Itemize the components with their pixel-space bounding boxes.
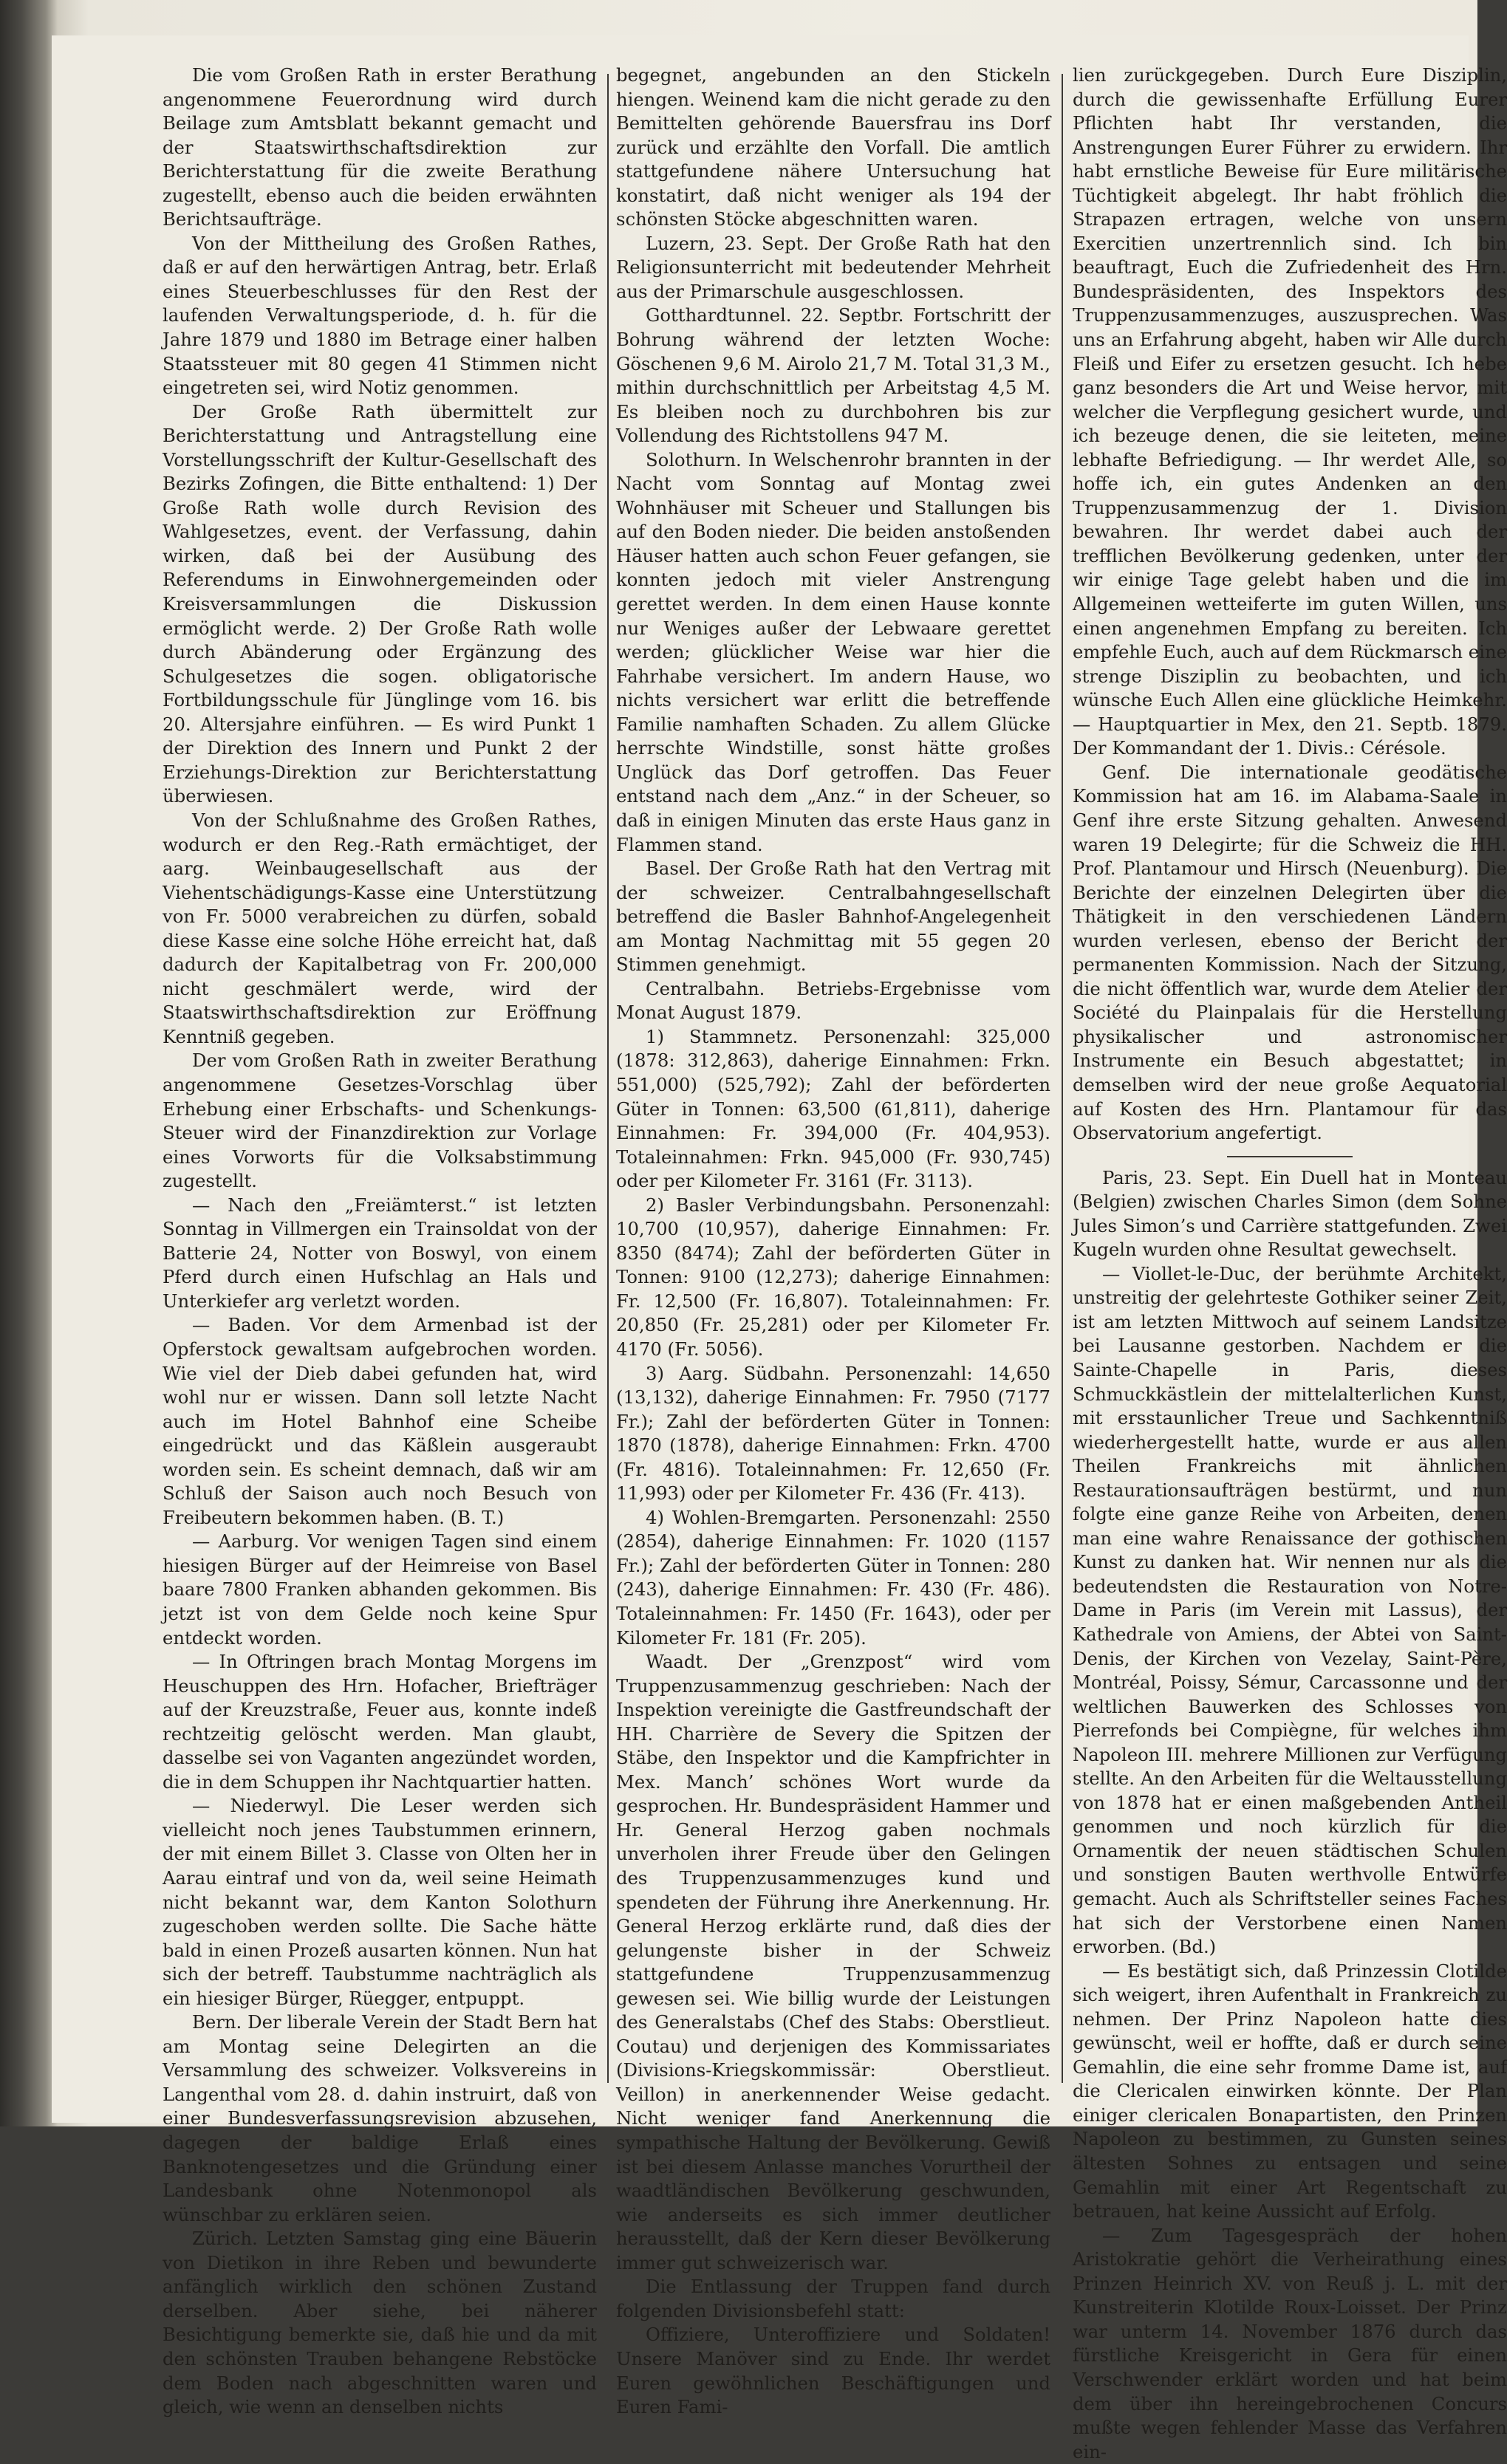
article-paragraph: — Zum Tagesgespräch der hohen Aristokratie gehört die Verheirathung eines Prinzen Heinrich XV. von Reuß j. L. mit der Kunstreiterin Klotilde Roux-Loisset. Der Prinz war unterm 14. November 1876 durch das fürstliche Kreisgericht in Gera für einen Verschwender erklärt worden und hat beim dem über ihn hereingebrochenen Concurs mußte wegen fehlender Masse das Verfahren ein- [1073,2224,1507,2463]
article-paragraph: Gotthardtunnel. 22. Septbr. Fortschritt der Bohrung während der letzten Woche: Göschenen 9,6 M. Airolo 21,7 M. Total 31,3 M., mithin durchschnittlich per Arbeitstag 4,5 M. Es bleiben noch zu durchbohren bis zur Vollendung des Richtstollens 947 M. [616,304,1050,447]
article-paragraph: Paris, 23. Sept. Ein Duell hat in Monteau (Belgien) zwischen Charles Simon (dem Sohne Jules Simon’s und Carrière stattgefunden. Zwei Kugeln wurden ohne Resultat gewechselt. [1073,1166,1507,1261]
article-paragraph: Von der Schlußnahme des Großen Rathes, wodurch er den Reg.-Rath ermächtiget, der aarg. Weinbaugesellschaft aus der Viehentschädigungs-Kasse eine Unterstützung von Fr. 5000 verabreichen zu dürfen, sobald diese Kasse eine solche Höhe erreicht hat, daß dadurch der Kapitalbetrag von Fr. 200,000 nicht geschmälert werde, wird der Staatswirthschaftsdirektion zur Eröffnung Kenntniß gegeben. [163,809,597,1047]
article-paragraph: Offiziere, Unteroffiziere und Soldaten! Unsere Manöver sind zu Ende. Ihr werdet Euren gewöhnlichen Beschäftigungen und Euren Fami- [616,2324,1050,2418]
article-paragraph: 4) Wohlen-Bremgarten. Personenzahl: 2550 (2854), daherige Einnahmen: Fr. 1020 (1157 Fr.); Zahl der beförderten Güter in Tonnen: 280 (243), daherige Einnahmen: Fr. 430 (Fr. 486). Totaleinnahmen: Fr. 1450 (Fr. 1643), oder per Kilometer Fr. 181 (Fr. 205). [616,1506,1050,1649]
article-paragraph: Die Entlassung der Truppen fand durch folgenden Divisionsbefehl statt: [616,2276,1050,2321]
article-paragraph: — Aarburg. Vor wenigen Tagen sind einem hiesigen Bürger auf der Heimreise von Basel baare 7800 Franken abhanden gekommen. Bis jetzt ist von dem Gelde noch keine Spur entdeckt worden. [163,1530,597,1649]
column-rule [1062,74,1063,2083]
article-paragraph: Solothurn. In Welschenrohr brannten in der Nacht vom Sonntag auf Montag zwei Wohnhäuser mit Scheuer und Stallungen bis auf den Boden nieder. Die beiden anstoßenden Häuser hatten auch schon Feuer gefangen, sie konnten jedoch mit vieler Anstrengung gerettet werden. In dem einen Hause konnte nur Weniges außer der Lebwaare gerettet werden; glücklicher Weise war hier die Fahrhabe versichert. Im andern Hause, wo nichts versichert war erlitt die betreffende Familie namhaften Schaden. Zu allem Glücke herrschte Windstille, sonst hätte großes Unglück das Dorf getroffen. Das Feuer entstand nach dem „Anz.“ in der Scheuer, so daß in einigen Minuten das erste Haus ganz in Flammen stand. [616,448,1050,855]
article-paragraph: Centralbahn. Betriebs-Ergebnisse vom Monat August 1879. [616,977,1050,1024]
column-rule [607,74,609,2083]
article-paragraph: Von der Mittheilung des Großen Rathes, daß er auf den herwärtigen Antrag, betr. Erlaß eines Steuerbeschlusses für den Rest der laufenden Verwaltungsperiode, d. h. für die Jahre 1879 und 1880 im Betrage einer halben Staatssteuer mit 80 gegen 41 Stimmen nicht eingetreten sei, wird Notiz genommen. [163,232,597,399]
article-paragraph: Die vom Großen Rath in erster Berathung angenommene Feuerordnung wird durch Beilage zum Amtsblatt bekannt gemacht und der Staatswirthschaftsdirektion zur Berichterstattung für die zweite Berathung zugestellt, ebenso auch die beiden erwähnten Berichtsaufträge. [163,64,597,230]
article-paragraph: Der Große Rath übermittelt zur Berichterstattung und Antragstellung eine Vorstellungsschrift der Kultur-Gesellschaft des Bezirks Zofingen, die Bitte enthaltend: 1) Der Große Rath wolle durch Revision des Wahlgesetzes, event. der Verfassung, dahin wirken, daß bei der Ausübung des Referendums in Einwohnergemeinden oder Kreisversammlungen die Diskussion ermöglicht werde. 2) Der Große Rath wolle durch Abänderung oder Ergänzung des Schulgesetzes die sogen. obligatorische Fortbildungsschule für Jünglinge vom 16. bis 20. Altersjahre einführen. — Es wird Punkt 1 der Direktion des Innern und Punkt 2 der Erziehungs-Direktion zur Berichterstattung überwiesen. [163,400,597,807]
article-paragraph: Basel. Der Große Rath hat den Vertrag mit der schweizer. Centralbahngesellschaft betreffend die Basler Bahnhof-Angelegenheit am Montag Nachmittag mit 55 gegen 20 Stimmen genehmigt. [616,858,1050,976]
article-paragraph: 1) Stammnetz. Personenzahl: 325,000 (1878: 312,863), daherige Einnahmen: Frkn. 551,000) (525,792); Zahl der beförderten Güter in Tonnen: 63,500 (61,811), daherige Einnahmen: Fr. 394,000 (Fr. 404,953). Totaleinnahmen: Frkn. 945,000 (Fr. 930,745) oder per Kilometer Fr. 3161 (Fr. 3113). [616,1025,1050,1192]
article-paragraph: — In Oftringen brach Montag Morgens im Heuschuppen des Hrn. Hofacher, Briefträger auf der Kreuzstraße, Feuer aus, konnte indeß rechtzeitig gelöscht werden. Man glaubt, dasselbe sei von Vaganten angezündet worden, die in dem Schuppen ihr Nachtquartier hatten. [163,1651,597,1793]
newspaper-page [52,35,1507,2463]
column-2 [616,64,1050,2418]
article-paragraph: Luzern, 23. Sept. Der Große Rath hat den Religionsunterricht mit bedeutender Mehrheit aus der Primarschule ausgeschlossen. [616,232,1050,302]
column-1 [163,64,597,2418]
article-paragraph: 3) Aarg. Südbahn. Personenzahl: 14,650 (13,132), daherige Einnahmen: Fr. 7950 (7177 Fr.); Zahl der beförderten Güter in Tonnen: 1870 (1878), daherige Einnahmen: Frkn. 4700 (Fr. 4816). Totaleinnahmen: Fr. 12,650 (Fr. 11,993) oder per Kilometer Fr. 436 (Fr. 413). [616,1362,1050,1505]
article-paragraph: — Nach den „Freiämterst.“ ist letzten Sonntag in Villmergen ein Trainsoldat von der Batterie 24, Notter von Boswyl, von einem Pferd durch einen Hufschlag an Hals und Unterkiefer arg verletzt worden. [163,1194,597,1312]
article-paragraph: lien zurückgegeben. Durch Eure Disziplin, durch die gewissenhafte Erfüllung Eurer Pflichten habt Ihr verstanden, die Anstrengungen Eurer Führer zu erwidern. Ihr habt ernstliche Beweise für Eure militärische Tüchtigkeit abgelegt. Ihr habt fröhlich die Strapazen ertragen, welche von unsern Exercitien unzertrennlich sind. Ich bin beauftragt, Euch die Zufriedenheit des Hrn. Bundespräsidenten, des Inspektors des Truppenzusammenzuges, auszusprechen. Was uns an Erfahrung abgeht, haben wir Alle durch Fleiß und Eifer zu ersetzen gesucht. Ich hebe ganz besonders die Art und Weise hervor, mit welcher die Verpflegung gesichert wurde, und ich bezeuge denen, die sie leiteten, meine lebhafte Befriedigung. — Ihr werdet Alle, so hoffe ich, ein gutes Andenken an den Truppenzusammenzug der 1. Division bewahren. Ihr werdet dabei auch der trefflichen Bevölkerung gedenken, unter der wir einige Tage gelebt haben und die im Allgemeinen wetteiferte im guten Willen, uns einen angenehmen Empfang zu bereiten. Ich empfehle Euch, auch auf dem Rückmarsch eine strenge Disziplin zu beobachten, und ich wünsche Euch Allen eine glückliche Heimkehr. — Hauptquartier in Mex, den 21. Septb. 1879. Der Kommandant der 1. Divis.: Cérésole. [1073,64,1507,759]
article-paragraph: Zürich. Letzten Samstag ging eine Bäuerin von Dietikon in ihre Reben und bewunderte anfänglich wirklich den schönen Zustand derselben. Aber siehe, bei näherer Besichtigung bemerkte sie, daß hie und da mit den schönsten Trauben behangene Rebstöcke dem Boden nach abgeschnitten waren und gleich, wie wenn an denselben nichts [163,2228,597,2418]
article-paragraph: Bern. Der liberale Verein der Stadt Bern hat am Montag seine Delegirten an die Versammlung des schweizer. Volksvereins in Langenthal vom 28. d. dahin instruirt, daß von einer Bundesverfassungsrevision abzusehen, dagegen der baldige Erlaß eines Banknotengesetzes und die Gründung einer Landesbank ohne Notenmonopol als wünschbar zu erklären seien. [163,2011,597,2225]
article-paragraph: — Niederwyl. Die Leser werden sich vielleicht noch jenes Taubstummen erinnern, der mit einem Billet 3. Classe von Olten her in Aarau eintraf und von da, weil seine Heimath nicht bekannt war, dem Kanton Solothurn zugeschoben werden sollte. Die Sache hätte bald in einen Prozeß ausarten können. Nun hat sich der betreff. Taubstumme nachträglich als ein hiesiger Bürger, Rüegger, entpuppt. [163,1795,597,2009]
section-divider [1227,1156,1353,1157]
article-paragraph: Genf. Die internationale geodätische Kommission hat am 16. im Alabama-Saale in Genf ihre erste Sitzung gehalten. Anwesend waren 19 Delegirte; für die Schweiz die HH. Prof. Plantamour und Hirsch (Neuenburg). Die Berichte der einzelnen Delegirten über die Thätigkeit in den verschiedenen Ländern wurden verlesen, ebenso der Bericht der permanenten Kommission. Nach der Sitzung, die nicht öffentlich war, wurde dem Atelier der Société du Plainpalais für die Herstellung physikalischer und astronomischer Instrumente ein Besuch abgestattet; in demselben wird der neue große Aequatorial auf Kosten des Hrn. Plantamour für das Observatorium angefertigt. [1073,761,1507,1144]
column-3 [1073,64,1507,2463]
article-paragraph: — Es bestätigt sich, daß Prinzessin Clotilde sich weigert, ihren Aufenthalt in Frankreich zu nehmen. Der Prinz Napoleon hatte dies gewünscht, weil er hoffte, daß er durch seine Gemahlin, die eine sehr fromme Dame ist, auf die Clericalen einwirken könnte. Der Plan einiger clericalen Bonapartisten, den Prinzen Napoleon zu bestimmen, zu Gunsten seines ältesten Sohnes zu entsagen und seine Gemahlin mit einer Art Regentschaft zu betrauen, hat keine Aussicht auf Erfolg. [1073,1960,1507,2222]
article-paragraph: 2) Basler Verbindungsbahn. Personenzahl: 10,700 (10,957), daherige Einnahmen: Fr. 8350 (8474); Zahl der beförderten Güter in Tonnen: 9100 (12,273); daherige Einnahmen: Fr. 12,500 (Fr. 16,807). Totaleinnahmen: Fr. 20,850 (Fr. 25,281) oder per Kilometer Fr. 4170 (Fr. 5056). [616,1194,1050,1360]
article-paragraph: Waadt. Der „Grenzpost“ wird vom Truppenzusammenzug geschrieben: Nach der Inspektion vereinigte die Gastfreundschaft der HH. Charrière de Severy die Spitzen der Stäbe, den Inspektor und die Kampfrichter in Mex. Manch’ schönes Wort wurde da gesprochen. Hr. Bundespräsident Hammer und Hr. General Herzog gaben nochmals unverholen ihrer Freude über den Gelingen des Truppenzusammenzuges kund und spendeten der Führung ihre Anerkennung. Hr. General Herzog erklärte rund, daß dies der gelungenste bisher in der Schweiz stattgefundene Truppenzusammenzug gewesen sei. Wie billig wurde der Leistungen des Generalstabs (Chef des Stabs: Oberstlieut. Coutau) und derjenigen des Kommissariates (Divisions-Kriegskommissär: Oberstlieut. Veillon) in anerkennender Weise gedacht. Nicht weniger fand Anerkennung die sympathische Haltung der Bevölkerung. Gewiß ist bei diesem Anlasse manches Vorurtheil der waadtländischen Bevölkerung geschwunden, wie anderseits es sich immer deutlicher herausstellt, daß der Kern dieser Bevölkerung immer gut schweizerisch war. [616,1651,1050,2273]
article-paragraph: — Baden. Vor dem Armenbad ist der Opferstock gewaltsam aufgebrochen worden. Wie viel der Dieb dabei gefunden hat, wird wohl nur er wissen. Dann soll letzte Nacht auch im Hotel Bahnhof eine Scheibe eingedrückt und das Käßlein ausgeraubt worden sein. Es scheint demnach, daß wir am Schluß der Saison auch noch Besuch von Freibeutern bekommen haben. (B. T.) [163,1314,597,1528]
article-paragraph: — Viollet-le-Duc, der berühmte Architekt, unstreitig der gelehrteste Gothiker seiner Zeit, ist am letzten Mittwoch auf seinem Landsitze bei Lausanne gestorben. Nachdem er die Sainte-Chapelle in Paris, dieses Schmuckkästlein der mittelalterlichen Kunst, mit ersstaunlicher Treue und Sachkenntniß wiederhergestellt hatte, wurde er aus allen Theilen Frankreichs mit ähnlichen Restaurationsaufträgen bestürmt, und nun folgte eine ganze Reihe von Arbeiten, denen man eine wahre Renaissance der gothischen Kunst zu danken hat. Wir nennen nur als die bedeutendsten die Restauration von Notre-Dame in Paris (im Verein mit Lassus), der Kathedrale von Amiens, der Abtei von Saint-Denis, der Kirchen von Vezelay, Saint-Père, Montréal, Poissy, Sémur, Carcassonne und der weltlichen Bauwerken des Schlosses von Pierrefonds bei Compiègne, für welches ihm Napoleon III. mehrere Millionen zur Verfügung stellte. An den Arbeiten für die Weltausstellung von 1878 hat er einen maßgebenden Antheil genommen und noch kürzlich für die Ornamentik der neuen städtischen Schulen und sonstigen Bauten werthvolle Entwürfe gemacht. Auch als Schriftsteller seines Faches hat sich der Verstorbene einen Namen erworben. (Bd.) [1073,1262,1507,1958]
article-paragraph: begegnet, angebunden an den Stickeln hiengen. Weinend kam die nicht gerade zu den Bemittelten gehörende Bauersfrau ins Dorf zurück und erzählte den Vorfall. Die amtlich stattgefundene nähere Untersuchung hat konstatirt, daß nicht weniger als 194 der schönsten Stöcke abgeschnitten waren. [616,64,1050,230]
article-paragraph: Der vom Großen Rath in zweiter Berathung angenommene Gesetzes-Vorschlag über Erhebung einer Erbschafts- und Schenkungs-Steuer wird der Finanzdirektion zur Vorlage eines Vorworts für die Volksabstimmung zugestellt. [163,1050,597,1192]
